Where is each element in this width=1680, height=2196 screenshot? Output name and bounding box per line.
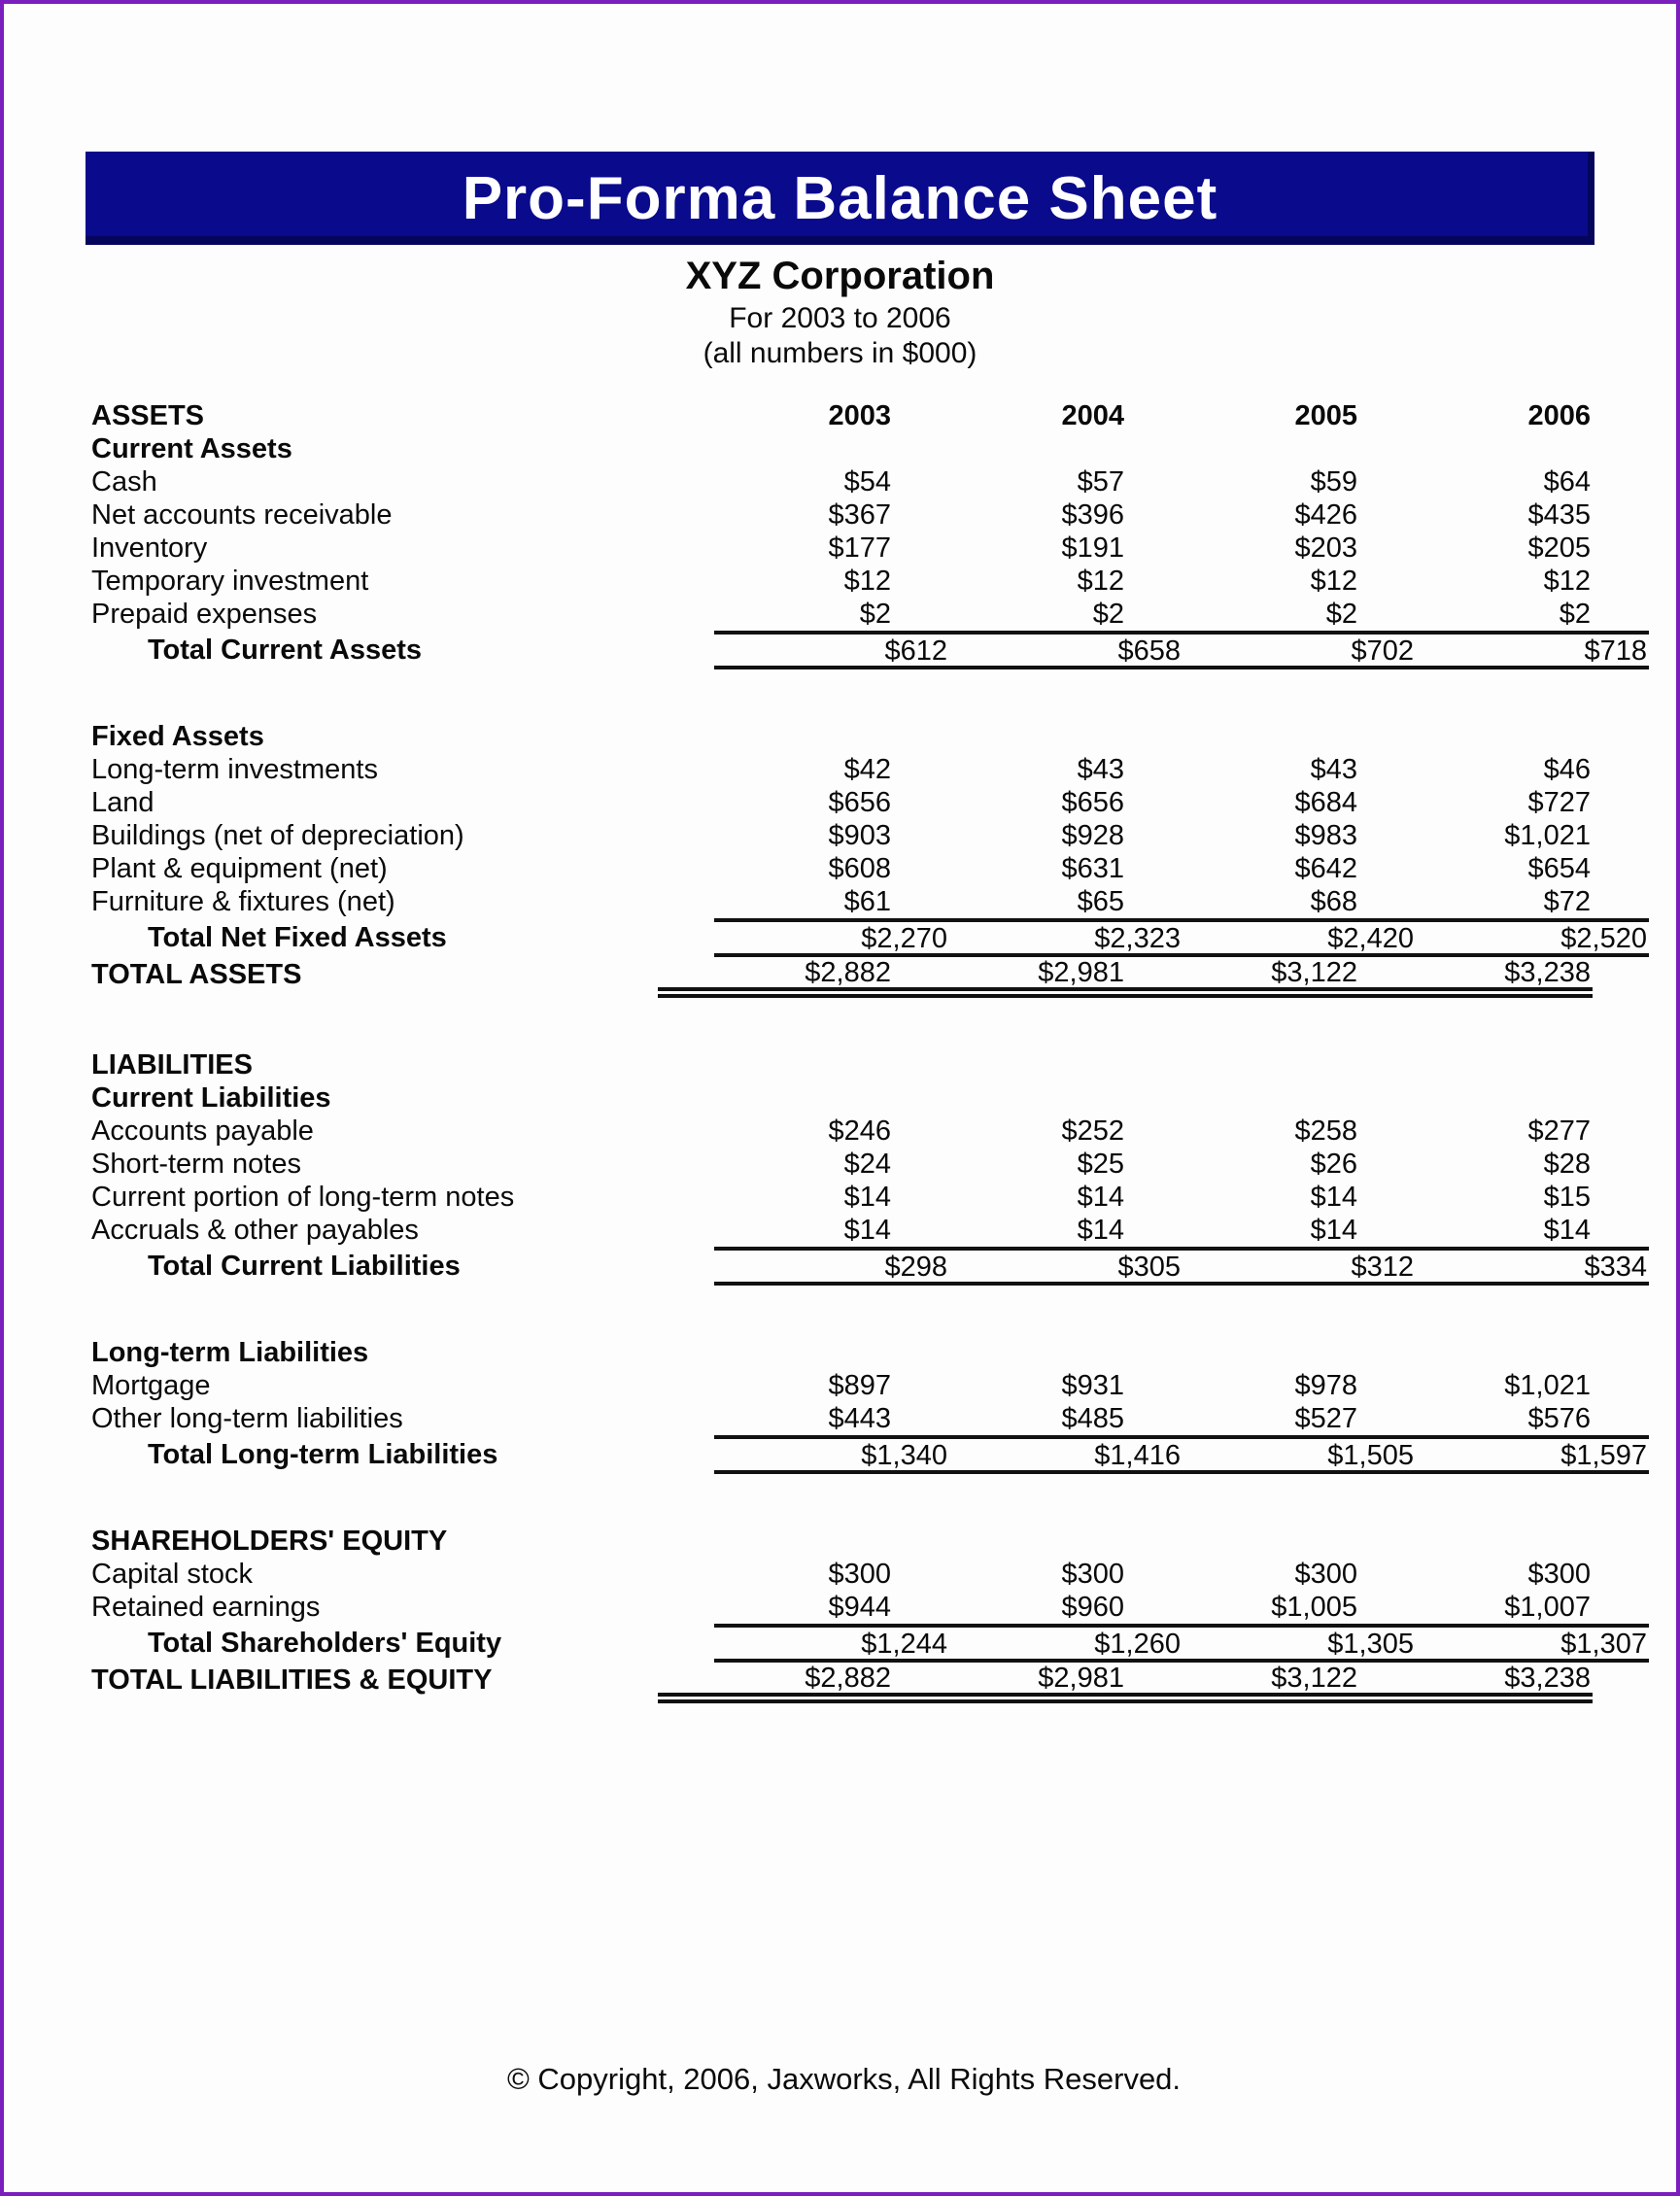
- cell-value: $443: [828, 1403, 891, 1434]
- row-values: [658, 1181, 1593, 1214]
- cell-value: $1,005: [1271, 1592, 1357, 1623]
- cell-value: $46: [1543, 754, 1591, 785]
- cell-value: $485: [1061, 1403, 1124, 1434]
- cell-value: $300: [828, 1559, 891, 1590]
- table-row: [91, 957, 1593, 998]
- cell-value: $14: [843, 1182, 891, 1213]
- row-values: [714, 1247, 1649, 1286]
- cell-value: $14: [1077, 1215, 1124, 1246]
- cell-value: $68: [1310, 886, 1357, 917]
- cell-value: $1,021: [1504, 1370, 1591, 1401]
- row-values: [658, 753, 1593, 786]
- cell-value: $1,505: [1327, 1440, 1414, 1471]
- row-values: [658, 1369, 1593, 1402]
- cell-value: $1,021: [1504, 820, 1591, 851]
- cell-value: $642: [1294, 853, 1357, 884]
- cell-value: $983: [1294, 820, 1357, 851]
- row-label: Current portion of long-term notes: [91, 1182, 515, 1213]
- cell-value: $3,122: [1271, 957, 1357, 988]
- table-row: [91, 720, 1593, 753]
- year-column-header: 2004: [1061, 400, 1124, 431]
- cell-value: $277: [1527, 1115, 1591, 1147]
- cell-value: $367: [828, 499, 891, 531]
- cell-value: $527: [1294, 1403, 1357, 1434]
- cell-value: $205: [1527, 532, 1591, 564]
- table-row: [91, 753, 1593, 786]
- cell-value: $1,340: [861, 1440, 947, 1471]
- cell-value: $2,882: [805, 957, 891, 988]
- cell-value: $1,307: [1560, 1629, 1647, 1660]
- cell-value: $654: [1527, 853, 1591, 884]
- table-row: [91, 498, 1593, 532]
- table-row: [91, 885, 1593, 918]
- row-values: [658, 532, 1593, 565]
- row-label: Total Current Liabilities: [148, 1251, 461, 1282]
- table-row: [91, 565, 1593, 598]
- table-row: [91, 1181, 1593, 1214]
- row-values: [658, 1558, 1593, 1591]
- report-period: For 2003 to 2006: [729, 302, 951, 334]
- cell-value: $2,420: [1327, 923, 1414, 954]
- row-values: [714, 631, 1649, 669]
- cell-value: $3,122: [1271, 1663, 1357, 1694]
- row-values: [714, 918, 1649, 957]
- table-row: [91, 1115, 1593, 1148]
- cell-value: $2,270: [861, 923, 947, 954]
- cell-value: $631: [1061, 853, 1124, 884]
- cell-value: $435: [1527, 499, 1591, 531]
- table-row: [91, 1369, 1593, 1402]
- cell-value: $1,305: [1327, 1629, 1414, 1660]
- table-row: [91, 1591, 1593, 1624]
- row-label: Short-term notes: [91, 1149, 301, 1180]
- cell-value: $12: [843, 566, 891, 597]
- table-row: [91, 1148, 1593, 1181]
- row-label: Prepaid expenses: [91, 599, 318, 630]
- spacer-row: [91, 998, 1593, 1048]
- cell-value: $727: [1527, 787, 1591, 818]
- row-values: [658, 465, 1593, 498]
- cell-value: $57: [1077, 466, 1124, 498]
- title-banner: [86, 152, 1594, 245]
- cell-value: $246: [828, 1115, 891, 1147]
- cell-value: $2,882: [805, 1663, 891, 1694]
- row-label: Cash: [91, 466, 157, 498]
- units-note: (all numbers in $000): [703, 337, 977, 369]
- row-label: Mortgage: [91, 1370, 211, 1401]
- cell-value: $15: [1543, 1182, 1591, 1213]
- row-label: TOTAL ASSETS: [91, 959, 302, 990]
- cell-value: $300: [1527, 1559, 1591, 1590]
- table-row: [91, 1558, 1593, 1591]
- cell-value: $1,416: [1094, 1440, 1181, 1471]
- table-row: [91, 598, 1593, 631]
- cell-value: $191: [1061, 532, 1124, 564]
- row-label: Furniture & fixtures (net): [91, 886, 395, 917]
- spacer-row: [91, 1474, 1593, 1525]
- cell-value: $2: [1559, 599, 1591, 630]
- cell-value: $396: [1061, 499, 1124, 531]
- table-row: [91, 1624, 1647, 1663]
- row-values: [658, 885, 1593, 918]
- row-label: Current Assets: [91, 433, 292, 464]
- cell-value: $1,244: [861, 1629, 947, 1660]
- row-label: TOTAL LIABILITIES & EQUITY: [91, 1664, 493, 1696]
- table-row: [91, 1247, 1647, 1286]
- page-title: Pro-Forma Balance Sheet: [462, 164, 1218, 232]
- row-label: Long-term Liabilities: [91, 1337, 369, 1368]
- table-row: [91, 852, 1593, 885]
- row-values: [658, 1591, 1593, 1624]
- cell-value: $59: [1310, 466, 1357, 498]
- cell-value: $2,520: [1560, 923, 1647, 954]
- row-label: Inventory: [91, 532, 208, 564]
- row-label: Accruals & other payables: [91, 1215, 419, 1246]
- table-row: [91, 918, 1647, 957]
- cell-value: $14: [1543, 1215, 1591, 1246]
- cell-value: $1,597: [1560, 1440, 1647, 1471]
- row-label: SHAREHOLDERS' EQUITY: [91, 1526, 448, 1557]
- company-name: XYZ Corporation: [685, 255, 995, 297]
- cell-value: $702: [1351, 635, 1414, 667]
- year-column-header: 2006: [1527, 400, 1591, 431]
- row-values: [658, 819, 1593, 852]
- row-values: [658, 598, 1593, 631]
- row-label: Retained earnings: [91, 1592, 321, 1623]
- row-values: [658, 957, 1593, 998]
- cell-value: $2,323: [1094, 923, 1181, 954]
- table-row: [91, 465, 1593, 498]
- cell-value: $576: [1527, 1403, 1591, 1434]
- row-label: Total Shareholders' Equity: [148, 1628, 502, 1659]
- row-label: Current Liabilities: [91, 1082, 331, 1114]
- table-row: [91, 1336, 1593, 1369]
- cell-value: $14: [1077, 1182, 1124, 1213]
- cell-value: $42: [843, 754, 891, 785]
- row-values: [658, 1214, 1593, 1247]
- cell-value: $12: [1077, 566, 1124, 597]
- cell-value: $26: [1310, 1149, 1357, 1180]
- table-row: [91, 1402, 1593, 1435]
- row-label: Total Net Fixed Assets: [148, 922, 447, 953]
- cell-value: $928: [1061, 820, 1124, 851]
- row-values: [658, 498, 1593, 532]
- cell-value: $258: [1294, 1115, 1357, 1147]
- cell-value: $1,260: [1094, 1629, 1181, 1660]
- row-values: [658, 1115, 1593, 1148]
- table-row: [91, 1081, 1593, 1115]
- cell-value: $252: [1061, 1115, 1124, 1147]
- row-label: ASSETS: [91, 400, 205, 431]
- cell-value: $25: [1077, 1149, 1124, 1180]
- row-values: [658, 852, 1593, 885]
- row-values: [658, 1663, 1593, 1703]
- row-label: Other long-term liabilities: [91, 1403, 403, 1434]
- table-row: [91, 1663, 1593, 1703]
- cell-value: $608: [828, 853, 891, 884]
- cell-value: $978: [1294, 1370, 1357, 1401]
- table-row: [91, 532, 1593, 565]
- row-values: [658, 1402, 1593, 1435]
- cell-value: $960: [1061, 1592, 1124, 1623]
- table-row: [91, 1525, 1593, 1558]
- spacer-row: [91, 1286, 1593, 1336]
- cell-value: $931: [1061, 1370, 1124, 1401]
- row-values: [714, 1435, 1649, 1474]
- cell-value: $300: [1294, 1559, 1357, 1590]
- row-values: [658, 565, 1593, 598]
- cell-value: $897: [828, 1370, 891, 1401]
- cell-value: $658: [1117, 635, 1181, 667]
- cell-value: $43: [1077, 754, 1124, 785]
- cell-value: $656: [1061, 787, 1124, 818]
- cell-value: $61: [843, 886, 891, 917]
- cell-value: $2: [1092, 599, 1124, 630]
- year-column-header: 2005: [1294, 400, 1357, 431]
- cell-value: $2,981: [1038, 957, 1124, 988]
- cell-value: $14: [1310, 1182, 1357, 1213]
- cell-value: $177: [828, 532, 891, 564]
- table-row: [91, 1048, 1593, 1081]
- cell-value: $28: [1543, 1149, 1591, 1180]
- cell-value: $2: [1325, 599, 1357, 630]
- row-label: Capital stock: [91, 1559, 254, 1590]
- footer-copyright: © Copyright, 2006, Jaxworks, All Rights Reserved.: [506, 2062, 1182, 2096]
- cell-value: $43: [1310, 754, 1357, 785]
- row-values: [714, 1624, 1649, 1663]
- cell-value: $305: [1117, 1252, 1181, 1283]
- cell-value: $334: [1584, 1252, 1647, 1283]
- cell-value: $656: [828, 787, 891, 818]
- row-label: Total Current Assets: [148, 635, 422, 666]
- cell-value: $12: [1543, 566, 1591, 597]
- cell-value: $72: [1543, 886, 1591, 917]
- cell-value: $203: [1294, 532, 1357, 564]
- table-row: [91, 819, 1593, 852]
- cell-value: $54: [843, 466, 891, 498]
- year-column-header: 2003: [828, 400, 891, 431]
- spacer-row: [91, 669, 1593, 720]
- cell-value: $426: [1294, 499, 1357, 531]
- table-row: [91, 1435, 1647, 1474]
- cell-value: $903: [828, 820, 891, 851]
- cell-value: $64: [1543, 466, 1591, 498]
- balance-sheet-table: [91, 399, 1647, 1703]
- row-values: [658, 1148, 1593, 1181]
- cell-value: $24: [843, 1149, 891, 1180]
- cell-value: $300: [1061, 1559, 1124, 1590]
- cell-value: $718: [1584, 635, 1647, 667]
- cell-value: $2,981: [1038, 1663, 1124, 1694]
- cell-value: $14: [843, 1215, 891, 1246]
- cell-value: $312: [1351, 1252, 1414, 1283]
- row-label: Net accounts receivable: [91, 499, 393, 531]
- row-label: Temporary investment: [91, 566, 369, 597]
- row-label: LIABILITIES: [91, 1049, 253, 1081]
- cell-value: $1,007: [1504, 1592, 1591, 1623]
- cell-value: $684: [1294, 787, 1357, 818]
- row-label: Buildings (net of depreciation): [91, 820, 464, 851]
- row-label: Total Long-term Liabilities: [148, 1439, 498, 1470]
- cell-value: $2: [859, 599, 891, 630]
- row-label: Land: [91, 787, 154, 818]
- cell-value: $3,238: [1504, 1663, 1591, 1694]
- table-row: [91, 631, 1647, 669]
- row-label: Plant & equipment (net): [91, 853, 388, 884]
- cell-value: $298: [884, 1252, 947, 1283]
- table-row: [91, 1214, 1593, 1247]
- table-row: [91, 786, 1593, 819]
- cell-value: $944: [828, 1592, 891, 1623]
- table-row: [91, 399, 1593, 432]
- row-values: [658, 399, 1593, 432]
- row-label: Fixed Assets: [91, 721, 264, 752]
- cell-value: $12: [1310, 566, 1357, 597]
- cell-value: $14: [1310, 1215, 1357, 1246]
- row-label: Accounts payable: [91, 1115, 314, 1147]
- cell-value: $65: [1077, 886, 1124, 917]
- cell-value: $612: [884, 635, 947, 667]
- row-values: [658, 786, 1593, 819]
- table-row: [91, 432, 1593, 465]
- cell-value: $3,238: [1504, 957, 1591, 988]
- row-label: Long-term investments: [91, 754, 378, 785]
